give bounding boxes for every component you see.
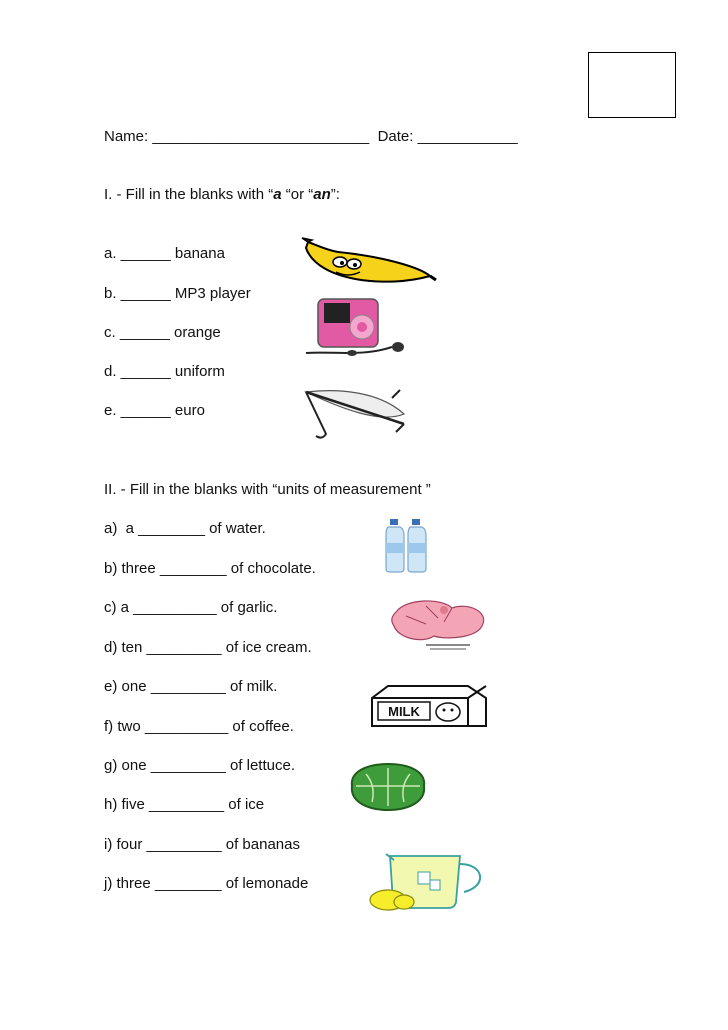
section2-item-h: h) five _________ of ice: [104, 796, 265, 813]
section1-item-e: e. ______ euro: [104, 402, 205, 419]
section1-item-d: d. ______ uniform: [104, 363, 225, 380]
umbrella-icon: [300, 384, 412, 442]
name-date-line: Name: __________________________ Date: ____________: [104, 128, 518, 145]
section1-title: [104, 186, 340, 204]
section1-title-a: a: [273, 186, 282, 203]
milk-label-text: MILK: [388, 704, 420, 719]
section2-item-i: i) four _________ of bananas: [104, 836, 300, 853]
section1-item-b: b. ______ MP3 player: [104, 285, 251, 302]
lemonade-pitcher-icon: [360, 852, 492, 912]
section2-item-a: a) a ________ of water.: [104, 520, 266, 537]
garlic-icon: [386, 598, 498, 660]
banana-icon: [298, 236, 438, 288]
section1-item-c: c. ______ orange: [104, 324, 221, 341]
score-box: [588, 52, 676, 118]
section2-item-d: d) ten _________ of ice cream.: [104, 639, 312, 656]
section1-title-middle: “or “: [281, 186, 314, 203]
lettuce-icon: [346, 762, 430, 812]
water-bottles-icon: [382, 517, 434, 573]
section1-title-suffix: ”:: [330, 186, 340, 203]
milk-carton-icon: [368, 684, 490, 730]
section2-title: II. - Fill in the blanks with “units of measurement ”: [104, 481, 431, 498]
section2-item-g: g) one _________ of lettuce.: [104, 757, 295, 774]
section2-item-j: j) three ________ of lemonade: [104, 875, 309, 892]
section1-item-a: a. ______ banana: [104, 245, 225, 262]
section2-item-f: f) two __________ of coffee.: [104, 718, 294, 735]
section1-title-prefix: I. - Fill in the blanks with “: [104, 186, 274, 203]
section2-item-c: c) a __________ of garlic.: [104, 599, 278, 616]
section2-item-b: b) three ________ of chocolate.: [104, 560, 316, 577]
section2-item-e: e) one _________ of milk.: [104, 678, 278, 695]
mp3-player-icon: [302, 295, 410, 359]
section1-title-an: an: [313, 186, 331, 203]
